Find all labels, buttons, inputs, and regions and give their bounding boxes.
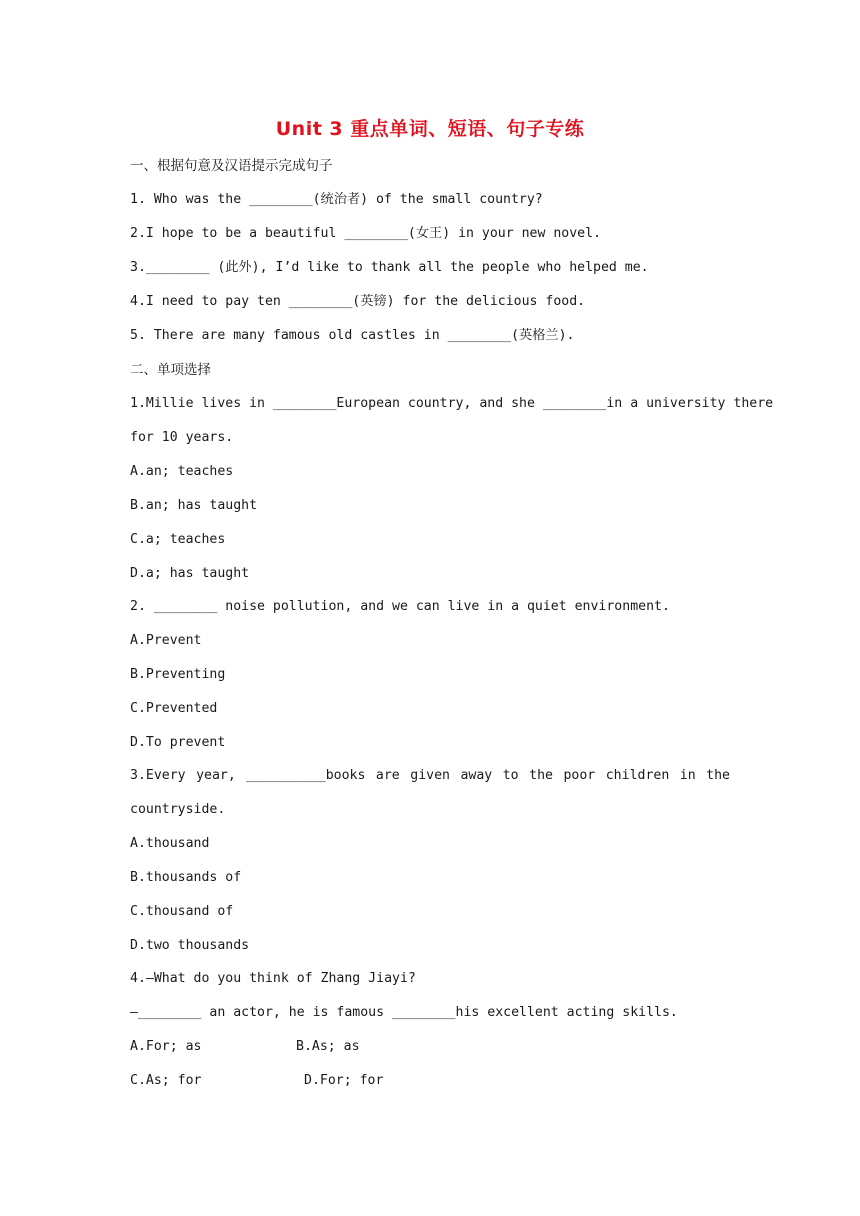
s1-item-2: 2.I hope to be a beautiful ________(女王) in your new novel. — [130, 226, 601, 241]
q4-option-c: C.As; for — [130, 1073, 202, 1088]
q2-option-a: A.Prevent — [130, 633, 202, 648]
q3-stem-line-1: 3.Every year, __________books are given away to the poor children in the — [130, 768, 730, 783]
s1-item-1: 1. Who was the ________(统治者) of the small country? — [130, 192, 543, 207]
q1-option-b: B.an; has taught — [130, 498, 258, 513]
q4-stem-line-2: —________ an actor, he is famous ________his excellent acting skills. — [130, 1005, 678, 1020]
s1-item-5: 5. There are many famous old castles in ________(英格兰). — [130, 328, 575, 343]
section-1-heading: 一、根据句意及汉语提示完成句子 — [130, 158, 333, 174]
q1-stem-line-2: for 10 years. — [130, 430, 234, 445]
s1-item-4: 4.I need to pay ten ________(英镑) for the delicious food. — [130, 294, 586, 309]
q4-stem-line-1: 4.—What do you think of Zhang Jiayi? — [130, 971, 416, 986]
q2-stem: 2. ________ noise pollution, and we can live in a quiet environment. — [130, 599, 670, 614]
q3-option-a: A.thousand — [130, 836, 210, 851]
q2-option-c: C.Prevented — [130, 701, 218, 716]
q1-stem-line-1: 1.Millie lives in ________European country, and she ________in a university there — [130, 396, 774, 411]
q1-option-d: D.a; has taught — [130, 566, 250, 581]
q4-option-b: B.As; as — [296, 1039, 360, 1054]
q3-option-d: D.two thousands — [130, 938, 250, 953]
q3-option-b: B.thousands of — [130, 870, 242, 885]
q4-option-a: A.For; as — [130, 1039, 202, 1054]
q1-option-c: C.a; teaches — [130, 532, 226, 547]
q3-option-c: C.thousand of — [130, 904, 234, 919]
q2-option-d: D.To prevent — [130, 735, 226, 750]
section-2-heading: 二、单项选择 — [130, 362, 211, 378]
page-title: Unit 3 重点单词、短语、句子专练 — [275, 118, 585, 140]
s1-item-3: 3.________ (此外), I’d like to thank all the people who helped me. — [130, 260, 649, 275]
q4-option-d: D.For; for — [304, 1073, 384, 1088]
q2-option-b: B.Preventing — [130, 667, 226, 682]
q1-option-a: A.an; teaches — [130, 464, 234, 479]
q3-stem-line-2: countryside. — [130, 802, 226, 817]
